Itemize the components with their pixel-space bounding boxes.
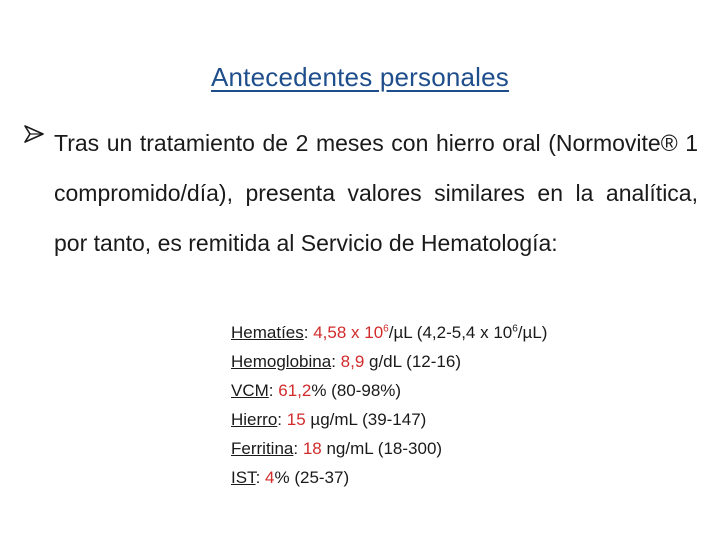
lab-row-vcm	[231, 376, 547, 405]
lab-unit-tail: /µL)	[517, 323, 548, 342]
lab-unit: µg/mL (39-147)	[305, 410, 427, 429]
lab-value: 8,9	[340, 352, 365, 371]
lab-unit: % (80-98%)	[311, 381, 402, 400]
lab-row-hierro	[231, 405, 547, 434]
lab-name: Hemoglobina	[231, 352, 332, 371]
lab-separator: :	[277, 410, 287, 429]
lab-value: 4	[265, 468, 275, 487]
lab-separator: :	[331, 352, 341, 371]
lab-name: Ferritina	[231, 439, 294, 458]
lab-row-ferritina	[231, 434, 547, 463]
lab-value	[313, 323, 389, 342]
lab-unit: ng/mL (18-300)	[321, 439, 443, 458]
lab-value: 18	[302, 439, 322, 458]
lab-separator: :	[293, 439, 303, 458]
lab-value-exponent: 6	[383, 323, 389, 335]
lab-row-ist	[231, 463, 547, 492]
arrow-bullet-icon	[22, 122, 46, 146]
lab-separator: :	[255, 468, 266, 487]
lab-value-text: 4,58 x 10	[313, 323, 384, 342]
lab-value: 15	[286, 410, 306, 429]
slide-title: Antecedentes personales	[210, 62, 510, 92]
lab-row-hemoglobina	[231, 347, 547, 376]
bullet-text: Tras un tratamiento de 2 meses con hierro oral (Normovite® 1 compromido/día), presenta valores similares en la analítica, por tanto, es remitida al Servicio de Hematología:	[54, 130, 698, 256]
lab-value: 61,2	[278, 381, 312, 400]
bullet-paragraph	[22, 118, 698, 268]
lab-results-list	[231, 318, 547, 492]
lab-separator: :	[268, 381, 279, 400]
lab-name: VCM	[231, 381, 269, 400]
lab-unit-exponent: 6	[512, 323, 518, 335]
lab-row-hematies	[231, 318, 547, 347]
lab-name: Hierro	[231, 410, 278, 429]
lab-unit: % (25-37)	[274, 468, 350, 487]
lab-separator: :	[303, 323, 314, 342]
lab-unit: /µL (4,2-5,4 x 10	[388, 323, 513, 342]
lab-unit: g/dL (12-16)	[364, 352, 461, 371]
lab-name: IST	[231, 468, 256, 487]
lab-name: Hematíes	[231, 323, 304, 342]
